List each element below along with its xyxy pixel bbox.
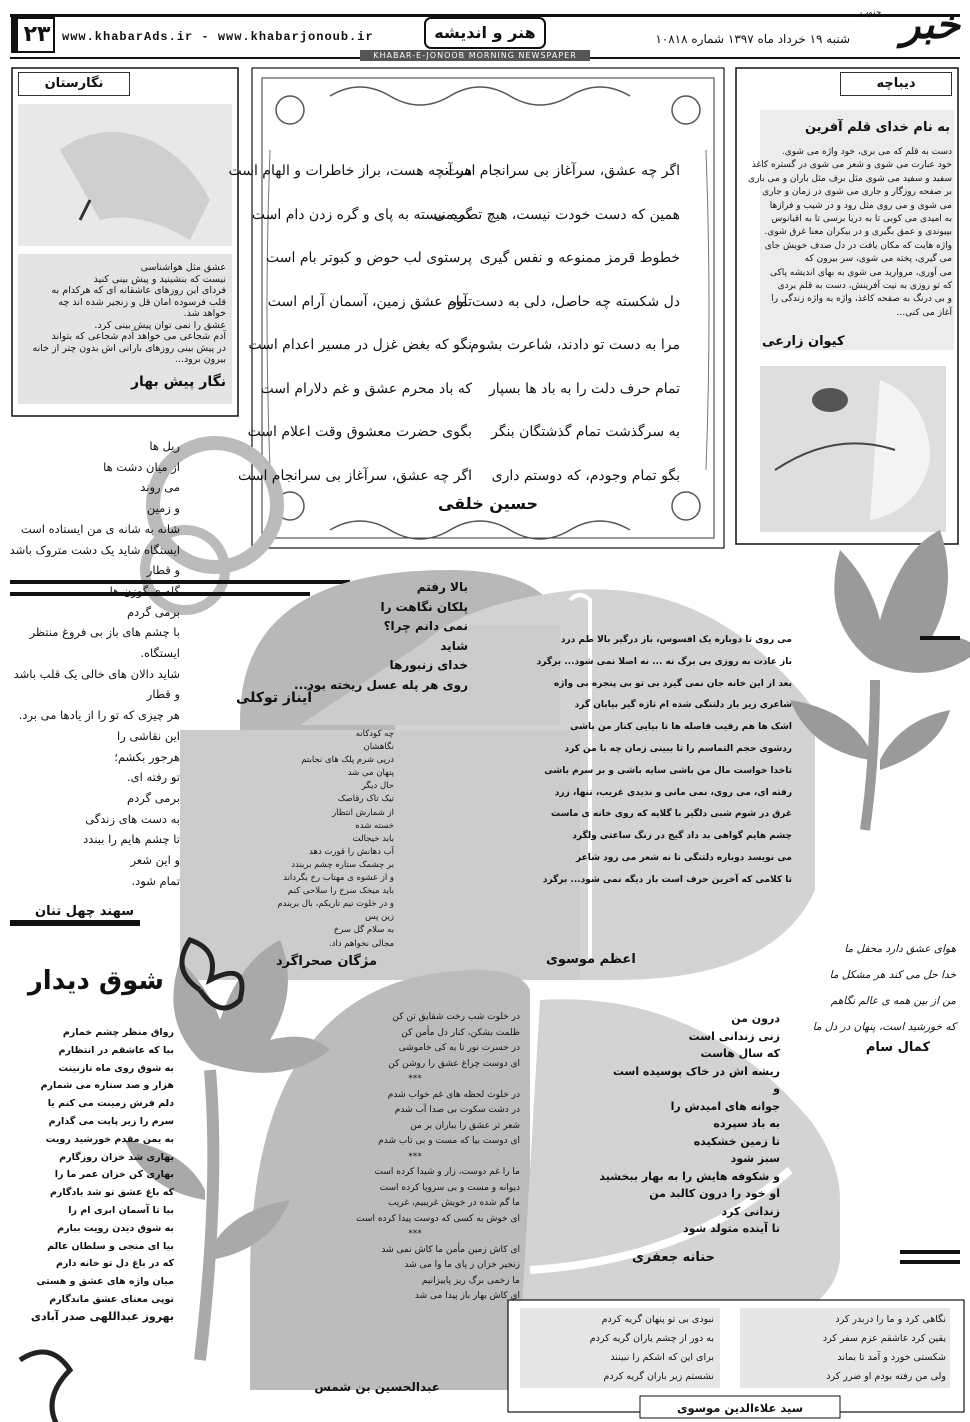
rail-poem-line: ایستگاه. (140, 646, 180, 661)
negarestan-line: فردای این روزهای عاشقانه ای که هرکدام به (51, 285, 226, 296)
ayinaz-poem (294, 578, 468, 695)
rail-poem-line: تو رفته ای. (127, 770, 180, 785)
poem-hemistich: تمام عشق زمین، آسمان آرام است (267, 293, 472, 310)
shogh-line: به شوق دیدن رویت ببارم (57, 1222, 174, 1234)
hananeh-author: حنانه جعفری (632, 1250, 715, 1265)
abdolhossein-line: *** (408, 1151, 422, 1162)
hananeh-line: ریشه اش در خاک پوسیده است (612, 1064, 780, 1078)
negarestan-body (20, 262, 226, 366)
negarestan-line: عشق مثل هواشناسی (140, 262, 226, 273)
rail-poem-line: برمی گردم (126, 790, 180, 805)
dibache-line: دست به قلم که می بری، خود واژه می شوی. (781, 147, 952, 157)
page-number: ۲۳ (23, 22, 51, 47)
poem-hemistich: بگوی حضرت معشوق وقت اعلام است (247, 424, 472, 440)
alaeddin-line: ولی من رفته بودم او ضرر کرد (826, 1371, 946, 1382)
dibache-line: آغاز می کنی... (896, 307, 952, 318)
azam-line: می روی تا دوباره یک افسوس، باز درگیر بالا طم درد (560, 635, 792, 645)
abdolhossein-line: در خلوت لحظه های غم خواب شدم (387, 1089, 520, 1100)
poem-hemistich: دل شکسته چه حاصل، دلی به دست آور (449, 293, 680, 310)
ayinaz-line: بالا رفتم (416, 580, 468, 594)
alaeddin-line: برای این که اشکم را نبینند (610, 1352, 714, 1363)
dibache-line: سفید و سفید می شوی مثل برف مثل باران و می باری (748, 173, 952, 184)
poem-hemistich: همین که دست خودت نیست، هیچ تصمیمی (434, 206, 680, 223)
ayinaz-line: روی هر پله عسل ریخته بود... (294, 677, 468, 692)
mozhgan-poem (238, 728, 394, 951)
azam-line: رفته ای، می روی، نمی مانی و ندیدی غریب، تنها، زرد (554, 787, 792, 798)
center-poem-left-column (228, 150, 472, 498)
alaeddin-line: نشستم زیر باران گریه کردم (603, 1371, 714, 1382)
dibache-line: که تو روزی به نیت آفرینش، دست به قلم بردی (777, 281, 952, 292)
hananeh-line: او خود را درون کالبد من (649, 1187, 780, 1200)
poem-hemistich: اگر چه عشق، سرآغاز بی سرانجام است (445, 163, 680, 179)
rail-poem (9, 436, 180, 891)
abdolhossein-line: شعر تر عشق را بباران بر من (410, 1120, 520, 1131)
alaeddin-line: نگاهی کرد و ما را دربدر کرد (835, 1314, 946, 1325)
poem-hemistich: بگو تمام وجودم، که دوستم داری (491, 467, 680, 484)
abdolhossein-line: ای کاش زمین مأمن ما کاش نمی شد (381, 1244, 520, 1255)
shogh-poem (14, 1024, 174, 1309)
abdolhossein-line: در حسرت نور تا به کی خاموشی (398, 1043, 520, 1053)
dibache-line: می شوی و می روی مثل رود و در شیب و فرازها (769, 200, 952, 211)
dibache-line: و بی درنگ به صفحه کاغذ، واژه به واژه زندگی را (771, 294, 952, 305)
shogh-line: که در باغ دل تو خانه دارم (55, 1258, 174, 1270)
abdolhossein-line: ای دوست بیا که مست و بی تاب شدم (378, 1136, 520, 1146)
rail-poem-line: تا چشم هایم را ببندد (83, 832, 180, 847)
abdolhossein-line: ما زخمی برگ ریز پاییزانیم (421, 1275, 520, 1286)
dibache-line: خود عبارت می شوی و شعر می شوی در گستره کاغذ (751, 160, 952, 171)
alaeddin-line: به دور از چشم یاران گریه کردم (589, 1333, 714, 1344)
azam-line: تا کلامی که آخرین حرف است بار دیگه نمی شود... برگرد (542, 874, 792, 885)
ayinaz-line: خدای زنبورها (389, 658, 468, 672)
mozhgan-line: زین پس (365, 912, 394, 923)
poem-hemistich: اگر چه عشق، سرآغاز بی سرانجام است (237, 467, 472, 484)
abdolhossein-line: ما را غم دوست، زار و شیدا کرده است (374, 1167, 520, 1177)
rail-poem-line: شاید دالان های خالی یک قلب باشد (13, 666, 180, 681)
rail-poem-line: و زمین (146, 501, 180, 516)
rail-poem-line: هر چیزی که تو را از یادها می برد. (18, 708, 180, 723)
ayinaz-line: شاید (440, 638, 468, 653)
poem-hemistich: به سرگذشت تمام گذشتگان بنگر (491, 424, 680, 440)
abdolhossein-line: ای کاش بهار باز پیدا می شد (414, 1291, 520, 1301)
azam-line: می نویسد دوباره دلتنگی تا نه شعر می رود شاعر (576, 852, 792, 863)
shogh-line: میان واژه های عشق و هستی (36, 1276, 174, 1288)
shogh-line: به شوق روی ماه نازنینت (58, 1062, 174, 1074)
hananeh-line: تا آینده متولد شود (682, 1222, 780, 1235)
mozhgan-line: حال دیگر (361, 781, 394, 792)
shogh-title: شوق دیدار (27, 966, 164, 996)
mozhgan-line: باید خیجالت (352, 833, 394, 844)
dibache-line: بپیوندی و عمق بگیری و در بیکران معنا غرق شوی. (764, 227, 952, 238)
dibache-author: کیوان زارعی (762, 334, 845, 349)
poem-hemistich: پرستوی لب حوض و کبوتر بام است (266, 250, 472, 266)
rail-poem-line: شانه به شانه ی من ایستاده است (20, 521, 180, 536)
shogh-line: که باغ عشق تو شد یادگارم (49, 1187, 174, 1199)
azam-line: شاعری زیر بار دلتنگی شده ام تازه گیر بیابان گرد (574, 700, 792, 711)
kamal-line: که خورشید است، پنهان در دل ما (812, 1021, 956, 1033)
negarestan-line: قلب فرسوده امان قل و زنجیر شده اند چه (58, 296, 226, 308)
negarestan-line: آدم شجاعی می خواهد آدم شجاعی که بتواند (51, 331, 226, 342)
abdolhossein-poem (310, 1010, 520, 1305)
kamal-poem (812, 936, 956, 1040)
rail-poem-line: و قطار (146, 687, 180, 702)
hananeh-line: به باد سپرده (713, 1117, 780, 1130)
kamal-line: من از بین همه ی عالم نگاهم (830, 995, 956, 1007)
poem-hemistich: تمام حرف دلت را به باد ها بسپار (489, 380, 680, 397)
poem-hemistich: مرا به دست تو دادند، شاعرت بشوم (470, 337, 680, 353)
azam-author: اعظم موسوی (546, 952, 636, 967)
shogh-author: بهروز عبداللهی صدر آبادی (30, 1310, 174, 1323)
alaeddin-right-quatrain (746, 1310, 946, 1386)
azam-line: غرق در شوم شبی دلگیر با گلایه که روی خانه ی ماست (551, 809, 792, 820)
abdolhossein-line: ای خوش به کسی که دوست پیدا کرده است (356, 1213, 520, 1224)
poem-hemistich: هر آنچه هست، براز خاطرات و الهام است (228, 163, 472, 179)
newspaper-logo-sub: جنوب (860, 8, 882, 18)
abdolhossein-line: *** (408, 1229, 422, 1239)
shogh-line: بیا که عاشقم در انتظارم (58, 1044, 174, 1056)
rail-poem-line: هرجور بکشم؛ (114, 749, 180, 764)
negarestan-title: نگارستان (18, 72, 130, 96)
poem-hemistich: نگو که بغض غزل در مسیر اعدام است (248, 337, 472, 353)
newspaper-logo[interactable]: خبر (901, 2, 960, 48)
kamal-author: کمال سام (865, 1040, 930, 1055)
abdolhossein-author: عبدالحسین بن شمس (314, 1380, 440, 1394)
shogh-line: به یمن مقدم خورشید رویت (45, 1133, 174, 1145)
rail-poem-author: سهند چهل تنان (35, 904, 134, 919)
shogh-line: دلم فرش زمینت می کنم یا (47, 1098, 174, 1110)
mozhgan-line: و از عشوه ی مهتاب رخ بگرداند (283, 873, 394, 884)
ayinaz-line: نمی دانم چرا؟ (383, 619, 468, 633)
azam-poem (536, 630, 792, 892)
hananeh-line: که سال هاست (700, 1047, 780, 1060)
shogh-line: بهاری شد خزان روزگارم (59, 1151, 174, 1163)
azam-line: باز عادت به روزی بی برگ نه ... نه اصلا نمی شود... برگرد (536, 656, 792, 667)
dibache-heading: به نام خدای قلم آفرین (804, 120, 950, 135)
azam-line: ردشوی حجم التماسم را تا ببینی زمان چه با من کرد (564, 743, 792, 754)
mozhgan-line: بر چشمک ستاره چشم بربندد (291, 859, 394, 870)
hananeh-line: و (773, 1082, 780, 1095)
hananeh-line: و شکوفه هایش را به بهار ببخشید (599, 1169, 780, 1183)
abdolhossein-line: در دشت سکوت بی صدا آب شدم (394, 1105, 520, 1115)
hananeh-line: جوانه های امیدش را (670, 1099, 780, 1113)
alaeddin-line: یقین کرد عاشقم عزم سفر کرد (822, 1333, 946, 1344)
abdolhossein-line: در خلوت شب رخت شقایق تن کن (392, 1012, 520, 1022)
negarestan-line: عشق را نمی توان پیش بینی کرد. (94, 319, 226, 331)
rail-poem-line: ریل ها (149, 439, 180, 453)
hananeh-line: زندانی کرد (721, 1204, 780, 1218)
negarestan-line: در پیش بینی روزهای بارانی اش بدون چتر از خانه (32, 342, 226, 354)
dibache-body (742, 146, 952, 320)
rail-poem-line: برمی گردم (126, 604, 180, 619)
abdolhossein-line: ای دوست چراغ عشق را روشن کن (388, 1058, 520, 1069)
mozhgan-author: مژگان صحراگرد (276, 954, 377, 969)
abdolhossein-line: ظلمت بشکن، کنار دل مأمن کن (401, 1027, 520, 1038)
kamal-line: هوای عشق دارد محفل ما (844, 943, 956, 955)
hananeh-line: تا زمین خشکیده (693, 1134, 780, 1148)
rail-poem-line: و این شعر (130, 853, 180, 868)
poem-hemistich: گره نبسته به پای و گره زدن دام است (251, 206, 472, 223)
center-poem-right-column (434, 150, 680, 498)
mozhgan-line: نگاهشان (363, 742, 394, 753)
hananeh-line: درون من (731, 1012, 780, 1025)
dibache-line: بر صفحه روزگار و جاری می شوی در زمان و جاری (762, 187, 952, 198)
poem-hemistich: خطوط قرمز ممنوعه و نفس گیری (479, 250, 680, 266)
shogh-line: رواق منظر چشم خمارم (62, 1027, 174, 1038)
shogh-line: بهاری کن خزان عمر ما را (54, 1169, 174, 1181)
poem-hemistich: که باد محرم عشق و غم دلارام است (260, 380, 472, 397)
mozhgan-line: و در خلوت تیم تاریکم، بال بربندم (277, 899, 394, 910)
hananeh-line: سبز شود (730, 1152, 780, 1165)
abdolhossein-line: *** (408, 1074, 422, 1084)
negarestan-line: بیرون برود... (174, 354, 226, 365)
negarestan-line: نیست که بنشینید و پیش بینی کنید (93, 273, 226, 285)
mozhgan-line: مجالی نخواهم داد. (328, 938, 394, 949)
rail-poem-line: با چشم های باز بی فروغ منتظر (29, 625, 180, 640)
azam-line: چشم هایم گواهی بد داد گیج در زنگ ساعتی ولگرد (572, 831, 792, 842)
shogh-line: بیا ای منجی و سلطان عالم (47, 1240, 174, 1252)
website-line[interactable]: www.khabarAds.ir - www.khabarjonoub.ir (62, 30, 374, 44)
ayinaz-line: پلکان نگاهت را (380, 599, 468, 614)
alaeddin-line: شکستی خورد و آمد تا بماند (837, 1352, 946, 1363)
abdolhossein-line: زنجیر خزان ز پای ما وا می شد (404, 1260, 520, 1270)
paper-name: KHABAR-E-JONOOB MORNING NEWSPAPER (373, 51, 577, 60)
rail-poem-line: و قطار (146, 563, 180, 578)
dibache-line: می گیری، پخته می شوی، سر بیرون که (804, 254, 952, 265)
rail-poem-line: از میان دشت ها (103, 459, 180, 474)
negarestan-line: خواهد شد. (183, 308, 226, 319)
dibache-line: واژه هایت که مکان یافت در دل صدف خویش جای (764, 240, 952, 251)
mozhgan-line: خسته شده (355, 820, 394, 831)
rail-poem-line: گله ی گوزن ها (109, 583, 180, 598)
rail-poem-line: ایستگاه شاید یک دشت متروک باشد (9, 542, 180, 557)
mozhgan-line: آب دهانش را قورت دهد (309, 846, 394, 857)
mozhgan-line: پنهان می شد (347, 768, 394, 779)
abdolhossein-line: دیوانه و مست و بی سروپا کرده است (379, 1182, 520, 1193)
center-poem-author: حسین خلقی (437, 494, 539, 513)
mozhgan-line: تیک تاک رقاصک (337, 794, 394, 805)
mozhgan-line: باید میخک سرخ را سلاحی کنم (287, 886, 394, 897)
section-title: هنر و اندیشه (434, 23, 536, 42)
hananeh-poem (600, 1010, 780, 1238)
alaeddin-left-quatrain (524, 1310, 714, 1386)
mozhgan-line: چه کودکانه (355, 729, 394, 739)
negarestan-author: نگار پیش بهار (130, 374, 226, 390)
dibache-title: دیباچه (840, 72, 952, 96)
mozhgan-line: درپی شرم پلک های نجابتم (301, 755, 394, 766)
rail-poem-line: این نقاشی را (117, 728, 180, 743)
ayinaz-author: آیناز توکلی (236, 690, 313, 706)
shogh-line: سرم را زیر پایت می گذارم (48, 1115, 174, 1127)
dibache-line: می آوری، مروارید می شوی به بهای اندیشه پاکی (769, 267, 952, 278)
alaeddin-author: سید علاءالدین موسوی (676, 1401, 804, 1415)
rail-poem-line: تمام شود. (131, 873, 180, 888)
shogh-line: هزار و صد ستاره می شمارم (40, 1080, 174, 1092)
dibache-line: به امیدی می کوبی تا به دریا برسی تا به اقیانوس (771, 214, 952, 225)
mozhgan-line: به سلام گل سرخ (333, 925, 394, 936)
alaeddin-line: نبودی بی تو پنهان گریه کردم (601, 1314, 714, 1325)
azam-line: بعد از این خانه جان نمی گیرد بی تو بی پنجره بی واژه (553, 678, 792, 689)
azam-line: اشک ها هم رقیب فاصله ها تا بیایی کنار من باشی (570, 722, 792, 733)
mozhgan-line: از شمارش انتظار (332, 807, 394, 818)
abdolhossein-line: ما گم شده در خویش غریبیم، غریب (387, 1198, 520, 1208)
rail-poem-line: به دست های زندگی (85, 811, 180, 826)
issue-line: شنبه ۱۹ خرداد ماه ۱۳۹۷ شماره ۱۰۸۱۸ (655, 32, 850, 46)
kamal-line: خدا حل می کند هر مشکل ما (829, 969, 956, 981)
shogh-line: بیا تا آسمان ابری ام را (68, 1204, 174, 1216)
hananeh-line: زنی زندانی است (688, 1029, 780, 1043)
azam-line: تاخدا خواست مال من باشی سایه باشی و بر سرم باشی (544, 765, 792, 776)
shogh-line: توپی معنای عشق ماندگارم (49, 1293, 174, 1305)
rail-poem-line: می روند (140, 480, 180, 495)
